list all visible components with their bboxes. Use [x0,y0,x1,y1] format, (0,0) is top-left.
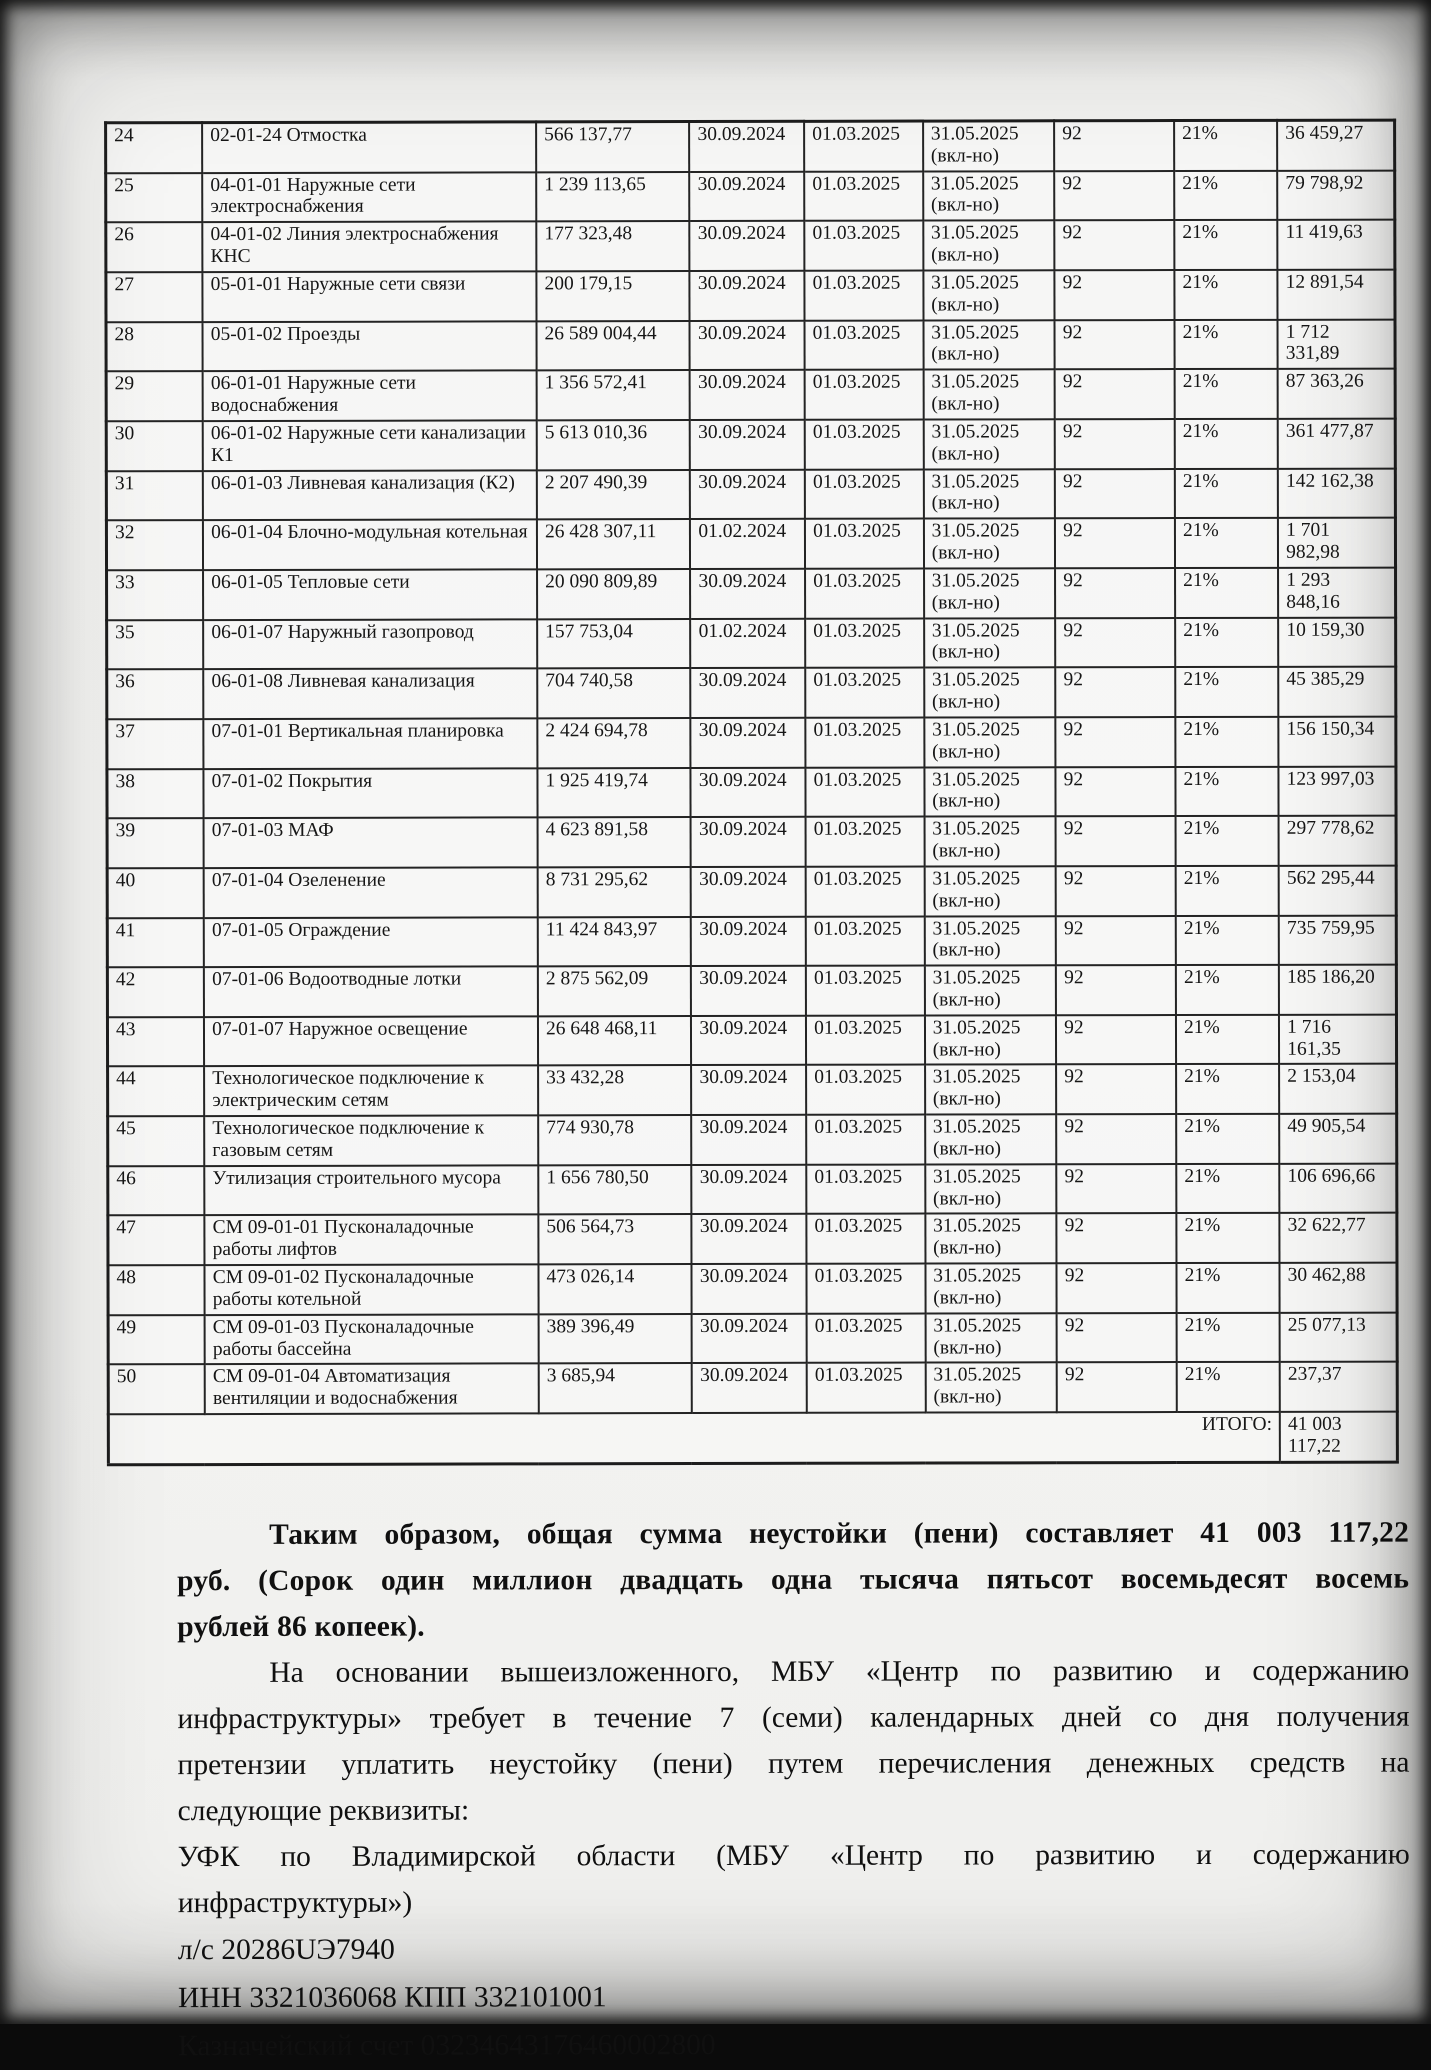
days-count-cell: 92 [1055,419,1175,469]
table-row [106,319,1395,371]
row-number-cell: 45 [108,1116,205,1166]
claim-period-end-cell: 31.05.2025 (вкл-но) [924,519,1056,569]
row-number-cell: 36 [107,669,204,719]
penalty-amount-cell: 1 716 161,35 [1279,1014,1396,1064]
penalty-amount-cell: 1 712 331,89 [1278,319,1395,369]
work-name-cell: 07-01-06 Водоотводные лотки [204,967,538,1017]
claim-period-end-cell: 31.05.2025 (вкл-но) [925,1065,1057,1115]
rate-cell: 21% [1176,866,1279,916]
amount-cell: 2 424 694,78 [537,718,690,768]
start-date-cell: 01.02.2024 [691,618,806,668]
total-value: 41 003 117,22 [1280,1412,1397,1462]
days-count-cell: 92 [1056,1164,1176,1214]
work-name-cell: 05-01-02 Проезды [203,321,537,371]
inn-kpp-line: ИНН 3321036068 КПП 332101001 [177,1980,607,2014]
claim-period-end-cell: 31.05.2025 (вкл-но) [924,618,1056,668]
work-name-cell: 07-01-05 Ограждение [204,917,538,967]
start-date-cell: 30.09.2024 [692,1264,807,1314]
penalty-amount-cell: 87 363,26 [1278,369,1395,419]
rate-cell: 21% [1174,220,1277,270]
work-name-cell: Утилизация строительного мусора [204,1165,538,1215]
amount-cell: 566 137,77 [536,122,689,172]
rate-cell: 21% [1175,518,1278,568]
amount-cell: 2 875 562,09 [538,966,691,1016]
penalty-amount-cell: 10 159,30 [1278,617,1395,667]
days-count-cell: 92 [1055,369,1175,419]
rate-cell: 21% [1176,915,1279,965]
rate-cell: 21% [1177,1362,1280,1412]
penalty-amount-cell: 106 696,66 [1279,1163,1396,1213]
total-label: ИТОГО: [108,1412,1280,1465]
start-date-cell: 30.09.2024 [691,966,806,1016]
row-number-cell: 47 [108,1216,205,1266]
work-name-cell: 06-01-04 Блочно-модульная котельная [203,520,537,570]
claim-period-start-cell: 01.03.2025 [806,1115,925,1165]
days-count-cell: 92 [1056,816,1176,866]
start-date-cell: 01.02.2024 [690,519,805,569]
rate-cell: 21% [1176,1213,1279,1263]
requisites-payee [178,1831,1410,1926]
claim-period-start-cell: 01.03.2025 [805,519,924,569]
work-name-cell: 07-01-01 Вертикальная планировка [204,718,538,768]
table-row [107,915,1396,967]
claim-period-end-cell: 31.05.2025 (вкл-но) [924,866,1056,916]
start-date-cell: 30.09.2024 [690,271,805,321]
amount-cell: 774 930,78 [538,1115,691,1165]
amount-cell: 200 179,15 [536,271,689,321]
claim-period-end-cell: 31.05.2025 (вкл-но) [924,469,1056,519]
start-date-cell: 30.09.2024 [690,171,805,221]
row-number-cell: 41 [107,918,204,968]
amount-cell: 1 356 572,41 [537,370,690,420]
rate-cell: 21% [1175,667,1278,717]
days-count-cell: 92 [1056,1065,1176,1115]
amount-cell: 20 090 809,89 [537,569,690,619]
claim-period-start-cell: 01.03.2025 [806,1164,925,1214]
claim-period-start-cell: 01.03.2025 [805,320,924,370]
claim-period-start-cell: 01.03.2025 [805,668,924,718]
days-count-cell: 92 [1055,518,1175,568]
penalty-amount-cell: 185 186,20 [1279,965,1396,1015]
claim-period-end-cell: 31.05.2025 (вкл-но) [924,767,1056,817]
claim-period-end-cell: 31.05.2025 (вкл-но) [925,965,1057,1015]
start-date-cell: 30.09.2024 [691,668,806,718]
text-line: следующие реквизиты: [177,1794,470,1827]
penalty-amount-cell: 11 419,63 [1277,220,1394,270]
text-line: На основании вышеизложенного, МБУ «Центр по развитию и содержанию [269,1654,1410,1689]
summary-paragraph [177,1509,1409,1650]
penalty-amount-cell: 237,37 [1280,1362,1397,1412]
row-number-cell: 25 [106,173,203,223]
claim-period-start-cell: 01.03.2025 [804,171,923,221]
claim-period-end-cell: 31.05.2025 (вкл-но) [923,419,1055,469]
claim-period-end-cell: 31.05.2025 (вкл-но) [925,1313,1057,1363]
amount-cell: 33 432,28 [538,1066,691,1116]
rate-cell: 21% [1176,1164,1279,1214]
penalty-calculation-table [104,119,1399,1466]
start-date-cell: 30.09.2024 [690,370,805,420]
start-date-cell: 30.09.2024 [691,767,806,817]
rate-cell: 21% [1177,1313,1280,1363]
table-row [107,865,1396,917]
work-name-cell: 05-01-01 Наружные сети связи [203,271,537,321]
text-line: УФК по Владимирской области (МБУ «Центр по развитию и содержанию [177,1838,1410,1873]
start-date-cell: 30.09.2024 [692,1314,807,1364]
rate-cell: 21% [1174,170,1277,220]
row-number-cell: 38 [107,769,204,819]
rate-cell: 21% [1175,369,1278,419]
claim-period-start-cell: 01.03.2025 [805,271,924,321]
penalty-amount-cell: 297 778,62 [1279,816,1396,866]
table-row [108,1064,1397,1116]
penalty-amount-cell: 49 905,54 [1279,1114,1396,1164]
start-date-cell: 30.09.2024 [691,817,806,867]
penalty-amount-cell: 32 622,77 [1280,1213,1397,1263]
row-number-cell: 43 [107,1017,204,1067]
table-body [106,120,1398,1414]
start-date-cell: 30.09.2024 [691,718,806,768]
amount-cell: 8 731 295,62 [538,867,691,917]
start-date-cell: 30.09.2024 [692,1363,807,1413]
work-name-cell: 06-01-07 Наружный газопровод [203,619,537,669]
rate-cell: 21% [1175,319,1278,369]
claim-period-start-cell: 01.03.2025 [805,420,924,470]
amount-cell: 1 239 113,65 [536,172,689,222]
work-name-cell: 07-01-03 МАФ [204,818,538,868]
days-count-cell: 92 [1057,1313,1177,1363]
work-name-cell: 06-01-03 Ливневая канализация (К2) [203,470,537,520]
row-number-cell: 42 [107,967,204,1017]
work-name-cell: 04-01-02 Линия электроснабжения КНС [202,222,536,272]
work-name-cell: 06-01-08 Ливневая канализация [203,669,537,719]
claim-period-start-cell: 01.03.2025 [807,1363,926,1413]
table-row [107,667,1396,719]
penalty-amount-cell: 142 162,38 [1278,468,1395,518]
days-count-cell: 92 [1057,1263,1177,1313]
start-date-cell: 30.09.2024 [690,320,805,370]
row-number-cell: 37 [107,719,204,769]
claim-period-start-cell: 01.03.2025 [806,817,925,867]
claim-period-start-cell: 01.03.2025 [805,717,924,767]
work-name-cell: Технологическое подключение к газовым сетям [204,1115,538,1165]
row-number-cell: 26 [106,222,203,272]
table-row [108,1114,1397,1166]
claim-period-end-cell: 31.05.2025 (вкл-но) [925,1363,1057,1413]
amount-cell: 473 026,14 [538,1264,691,1314]
rate-cell: 21% [1177,1263,1280,1313]
amount-cell: 704 740,58 [537,668,690,718]
table-row [107,617,1396,669]
claim-period-end-cell: 31.05.2025 (вкл-но) [923,121,1055,171]
demand-paragraph [177,1647,1409,1834]
row-number-cell: 35 [107,620,204,670]
total-row [108,1412,1397,1465]
row-number-cell: 40 [107,868,204,918]
claim-period-start-cell: 01.03.2025 [805,618,924,668]
table-row [106,369,1395,421]
table-row [107,965,1396,1017]
start-date-cell: 30.09.2024 [690,569,805,619]
rate-cell: 21% [1176,1114,1279,1164]
table-row [108,1163,1397,1215]
rate-cell: 21% [1175,766,1278,816]
work-name-cell: 06-01-01 Наружные сети водоснабжения [203,371,537,421]
amount-cell: 2 207 490,39 [537,470,690,520]
work-name-cell: 04-01-01 Наружные сети электроснабжения [202,172,536,222]
claim-period-end-cell: 31.05.2025 (вкл-но) [925,1164,1057,1214]
amount-cell: 26 589 004,44 [537,321,690,371]
table-row [107,1014,1396,1066]
table-row [106,120,1395,173]
rate-cell: 21% [1175,617,1278,667]
claim-period-start-cell: 01.03.2025 [807,1313,926,1363]
amount-cell: 26 648 468,11 [538,1016,691,1066]
penalty-amount-cell: 36 459,27 [1277,120,1394,170]
claim-period-start-cell: 01.03.2025 [807,1264,926,1314]
claim-period-start-cell: 01.03.2025 [806,767,925,817]
amount-cell: 157 753,04 [537,619,690,669]
claim-period-end-cell: 31.05.2025 (вкл-но) [923,221,1055,271]
days-count-cell: 92 [1056,916,1176,966]
work-name-cell: СМ 09-01-03 Пусконаладочные работы бассейна [205,1314,539,1364]
table-row [107,766,1396,818]
penalty-amount-cell: 361 477,87 [1278,419,1395,469]
claim-period-end-cell: 31.05.2025 (вкл-но) [924,916,1056,966]
rate-cell: 21% [1175,717,1278,767]
row-number-cell: 30 [106,421,203,471]
row-number-cell: 50 [108,1364,205,1414]
amount-cell: 506 564,73 [538,1214,691,1264]
table-row [106,270,1395,322]
work-name-cell: СМ 09-01-04 Автоматизация вентиляции и водоснабжения [205,1364,539,1414]
days-count-cell: 92 [1056,1015,1176,1065]
start-date-cell: 30.09.2024 [691,867,806,917]
row-number-cell: 48 [108,1265,205,1315]
table-row [107,716,1396,768]
claim-period-end-cell: 31.05.2025 (вкл-но) [925,1214,1057,1264]
claim-period-start-cell: 01.03.2025 [805,370,924,420]
work-name-cell: 06-01-02 Наружные сети канализации К1 [203,420,537,470]
claim-period-end-cell: 31.05.2025 (вкл-но) [923,370,1055,420]
start-date-cell: 30.09.2024 [692,1165,807,1215]
rate-cell: 21% [1176,965,1279,1015]
treasury-account-line: Казначейский счет 03234643176460002800 [178,2028,716,2062]
table-row [108,1362,1397,1414]
days-count-cell: 92 [1055,618,1175,668]
start-date-cell: 30.09.2024 [690,469,805,519]
days-count-cell: 92 [1055,469,1175,519]
row-number-cell: 28 [106,322,203,372]
letter-body [177,1509,1410,2070]
work-name-cell: 07-01-04 Озеленение [204,867,538,917]
start-date-cell: 30.09.2024 [689,121,804,171]
table-row [106,220,1395,272]
days-count-cell: 92 [1055,568,1175,618]
claim-period-start-cell: 01.03.2025 [806,866,925,916]
work-name-cell: СМ 09-01-01 Пусконаладочные работы лифтов [205,1215,539,1265]
text-line: претензии уплатить неустойку (пени) путем перечисления денежных средств на [177,1746,1410,1781]
penalty-amount-cell: 2 153,04 [1279,1064,1396,1114]
rate-cell: 21% [1176,816,1279,866]
work-name-cell: 06-01-05 Тепловые сети [203,569,537,619]
row-number-cell: 39 [107,818,204,868]
start-date-cell: 30.09.2024 [692,1214,807,1264]
table-row [106,468,1395,520]
rate-cell: 21% [1174,270,1277,320]
penalty-amount-cell: 735 759,95 [1279,915,1396,965]
penalty-amount-cell: 123 997,03 [1279,766,1396,816]
row-number-cell: 29 [106,371,203,421]
table-row [107,816,1396,868]
rate-cell: 21% [1176,1064,1279,1114]
days-count-cell: 92 [1057,1213,1177,1263]
penalty-amount-cell: 12 891,54 [1278,270,1395,320]
claim-period-end-cell: 31.05.2025 (вкл-но) [923,270,1055,320]
start-date-cell: 30.09.2024 [691,1016,806,1066]
row-number-cell: 49 [108,1315,205,1365]
amount-cell: 389 396,49 [539,1314,692,1364]
days-count-cell: 92 [1056,866,1176,916]
row-number-cell: 27 [106,272,203,322]
text-line: руб. (Сорок один миллион двадцать одна тысяча пятьсот восемьдесят восемь [177,1562,1410,1597]
days-count-cell: 92 [1054,220,1174,270]
claim-period-end-cell: 31.05.2025 (вкл-но) [924,816,1056,866]
amount-cell: 4 623 891,58 [538,817,691,867]
start-date-cell: 30.09.2024 [691,1065,806,1115]
claim-period-end-cell: 31.05.2025 (вкл-но) [923,320,1055,370]
row-number-cell: 46 [108,1166,205,1216]
claim-period-start-cell: 01.03.2025 [805,469,924,519]
personal-account-line: л/с 20286UЭ7940 [177,1933,395,1966]
days-count-cell: 92 [1054,171,1174,221]
claim-period-start-cell: 01.03.2025 [805,568,924,618]
amount-cell: 11 424 843,97 [538,917,691,967]
work-name-cell: 02-01-24 Отмостка [202,122,536,173]
amount-cell: 3 685,94 [539,1363,692,1413]
row-number-cell: 32 [106,520,203,570]
claim-period-end-cell: 31.05.2025 (вкл-но) [924,668,1056,718]
claim-period-end-cell: 31.05.2025 (вкл-но) [924,717,1056,767]
claim-period-end-cell: 31.05.2025 (вкл-но) [925,1263,1057,1313]
table-row [108,1312,1397,1364]
claim-period-end-cell: 31.05.2025 (вкл-но) [925,1114,1057,1164]
start-date-cell: 30.09.2024 [690,420,805,470]
rate-cell: 21% [1175,468,1278,518]
days-count-cell: 92 [1056,767,1176,817]
claim-period-end-cell: 31.05.2025 (вкл-но) [924,568,1056,618]
text-line: рублей 86 копеек). [177,1610,425,1643]
penalty-amount-cell: 79 798,92 [1277,170,1394,220]
claim-period-start-cell: 01.03.2025 [804,221,923,271]
table-row [106,170,1395,222]
table-row [106,419,1395,471]
amount-cell: 5 613 010,36 [537,420,690,470]
rate-cell: 21% [1176,1015,1279,1065]
row-number-cell: 31 [106,471,203,521]
penalty-amount-cell: 562 295,44 [1279,865,1396,915]
claim-period-start-cell: 01.03.2025 [807,1214,926,1264]
text-line: инфраструктуры») [177,1886,413,1919]
days-count-cell: 92 [1055,270,1175,320]
days-count-cell: 92 [1056,717,1176,767]
claim-period-end-cell: 31.05.2025 (вкл-но) [925,1015,1057,1065]
table-row [108,1213,1397,1265]
claim-period-start-cell: 01.03.2025 [806,966,925,1016]
rate-cell: 21% [1174,120,1277,170]
amount-cell: 1 925 419,74 [537,768,690,818]
amount-cell: 1 656 780,50 [538,1165,691,1215]
work-name-cell: 07-01-07 Наружное освещение [204,1016,538,1066]
work-name-cell: СМ 09-01-02 Пусконаладочные работы котельной [205,1264,539,1314]
amount-cell: 177 323,48 [536,221,689,271]
penalty-amount-cell: 45 385,29 [1278,667,1395,717]
claim-period-start-cell: 01.03.2025 [806,1015,925,1065]
claim-period-start-cell: 01.03.2025 [806,916,925,966]
row-number-cell: 33 [107,570,204,620]
days-count-cell: 92 [1056,1114,1176,1164]
work-name-cell: 07-01-02 Покрытия [204,768,538,818]
row-number-cell: 24 [106,123,203,173]
days-count-cell: 92 [1055,320,1175,370]
claim-period-start-cell: 01.03.2025 [804,121,923,171]
days-count-cell: 92 [1056,965,1176,1015]
penalty-amount-cell: 25 077,13 [1280,1312,1397,1362]
penalty-amount-cell: 156 150,34 [1278,716,1395,766]
table-row [108,1263,1397,1315]
penalty-amount-cell: 1 293 848,16 [1278,567,1395,617]
table-row [107,567,1396,619]
start-date-cell: 30.09.2024 [692,1115,807,1165]
days-count-cell: 92 [1054,121,1174,171]
work-name-cell: Технологическое подключение к электрическим сетям [204,1066,538,1116]
start-date-cell: 30.09.2024 [690,221,805,271]
amount-cell: 26 428 307,11 [537,519,690,569]
claim-period-start-cell: 01.03.2025 [806,1065,925,1115]
row-number-cell: 44 [108,1067,205,1117]
rate-cell: 21% [1175,568,1278,618]
text-line: инфраструктуры» требует в течение 7 (семи) календарных дней со дня получения [177,1700,1410,1735]
penalty-amount-cell: 30 462,88 [1280,1263,1397,1313]
rate-cell: 21% [1175,419,1278,469]
days-count-cell: 92 [1055,667,1175,717]
claim-period-end-cell: 31.05.2025 (вкл-но) [923,171,1055,221]
start-date-cell: 30.09.2024 [691,916,806,966]
table-row [106,518,1395,570]
days-count-cell: 92 [1057,1362,1177,1412]
penalty-amount-cell: 1 701 982,98 [1278,518,1395,568]
text-line: Таким образом, общая сумма неустойки (пени) составляет 41 003 117,22 [269,1516,1410,1551]
